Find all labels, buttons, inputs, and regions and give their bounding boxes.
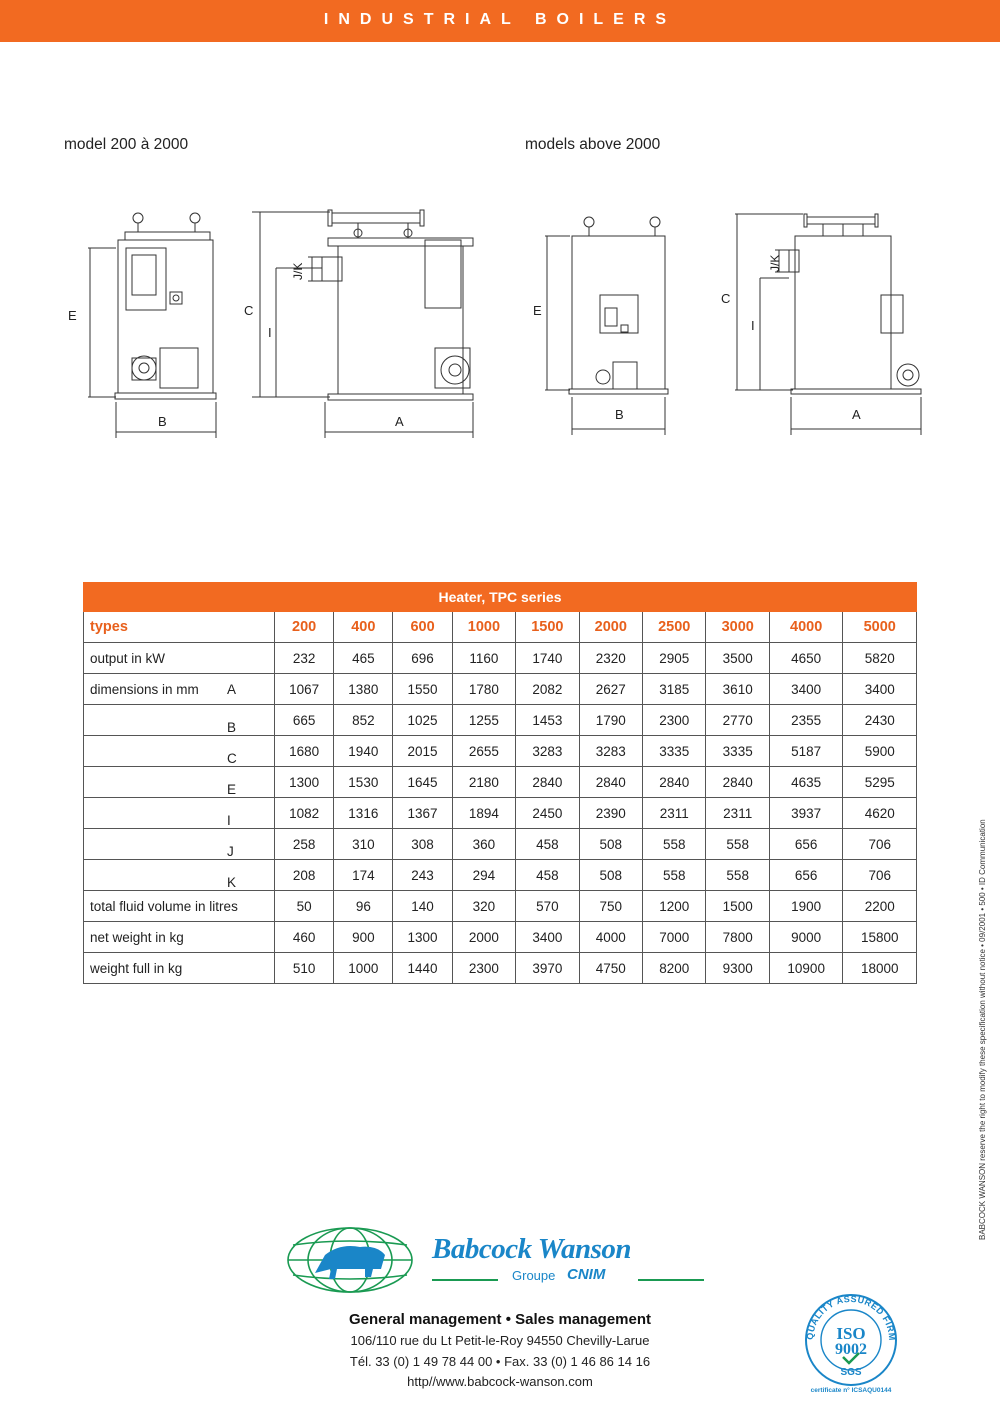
globe-lion-logo [285, 1225, 415, 1295]
table-cell: 2627 [579, 674, 642, 705]
table-cell: 294 [452, 860, 515, 891]
table-cell: 2000 [452, 922, 515, 953]
table-cell: 1550 [393, 674, 452, 705]
table-cell: 243 [393, 860, 452, 891]
table-body [84, 643, 917, 984]
row-label [84, 860, 275, 891]
table-cell: 3400 [516, 922, 579, 953]
table-cell: 656 [769, 829, 843, 860]
table-cell: 3283 [516, 736, 579, 767]
table-cell: 3610 [706, 674, 769, 705]
table-cell: 2840 [643, 767, 706, 798]
table-cell: 2770 [706, 705, 769, 736]
table-cell: 852 [334, 705, 393, 736]
table-cell: 320 [452, 891, 515, 922]
table-cell: 2840 [579, 767, 642, 798]
table-cell: 15800 [843, 922, 917, 953]
table-cell: 258 [275, 829, 334, 860]
dim-label-b: B [158, 414, 167, 429]
table-cell: 9000 [769, 922, 843, 953]
row-label-text: net weight in kg [90, 929, 184, 945]
table-row [84, 860, 917, 891]
row-label [84, 643, 275, 674]
table-cell: 558 [643, 860, 706, 891]
table-cell: 1300 [393, 922, 452, 953]
table-cell: 508 [579, 860, 642, 891]
seal-number: 9002 [835, 1341, 867, 1358]
table-row [84, 953, 917, 984]
row-label [84, 767, 275, 798]
table-cell: 1790 [579, 705, 642, 736]
table-cell: 3400 [843, 674, 917, 705]
table-cell: 7800 [706, 922, 769, 953]
table-cell: 2840 [516, 767, 579, 798]
brand-group: Groupe [512, 1268, 556, 1283]
type-header: 1000 [452, 612, 515, 643]
table-cell: 2311 [643, 798, 706, 829]
table-cell: 1067 [275, 674, 334, 705]
table-row [84, 674, 917, 705]
type-header: 600 [393, 612, 452, 643]
table-cell: 2082 [516, 674, 579, 705]
table-row [84, 798, 917, 829]
table-cell: 360 [452, 829, 515, 860]
table-cell: 1894 [452, 798, 515, 829]
page-title: INDUSTRIAL BOILERS [323, 11, 677, 28]
table-cell: 5295 [843, 767, 917, 798]
table-cell: 696 [393, 643, 452, 674]
table-cell: 2300 [452, 953, 515, 984]
types-label: types [84, 612, 275, 643]
drawing-left-side [240, 200, 490, 450]
row-label [84, 922, 275, 953]
drawing-right-front [525, 200, 675, 440]
table-cell: 1367 [393, 798, 452, 829]
table-cell: 1680 [275, 736, 334, 767]
seal-certificate: certificate n° ICSAQU0144 [810, 1387, 892, 1394]
table-cell: 1316 [334, 798, 393, 829]
row-label-text: weight full in kg [90, 960, 183, 976]
brand-name: Babcock Wanson [432, 1233, 631, 1265]
table-cell: 900 [334, 922, 393, 953]
table-cell: 7000 [643, 922, 706, 953]
table-cell: 458 [516, 829, 579, 860]
table-cell: 558 [706, 860, 769, 891]
type-header: 3000 [706, 612, 769, 643]
table-cell: 4620 [843, 798, 917, 829]
table-cell: 458 [516, 860, 579, 891]
row-label-text: output in kW [90, 650, 166, 666]
table-cell: 4750 [579, 953, 642, 984]
table-cell: 3500 [706, 643, 769, 674]
table-cell: 3937 [769, 798, 843, 829]
type-header: 2500 [643, 612, 706, 643]
table-cell: 656 [769, 860, 843, 891]
row-dimension-key: K [227, 875, 237, 890]
table-row [84, 891, 917, 922]
dim-label-e: E [68, 308, 77, 323]
table-cell: 706 [843, 829, 917, 860]
table-cell: 1780 [452, 674, 515, 705]
table-cell: 8200 [643, 953, 706, 984]
table-cell: 4000 [579, 922, 642, 953]
table-row [84, 767, 917, 798]
table-cell: 1300 [275, 767, 334, 798]
brand-rule-right [638, 1279, 704, 1281]
table-cell: 1530 [334, 767, 393, 798]
legal-side-note: BABCOCK WANSON reserve the right to modify these specification without notice • 09/2001 • 500 • ID Communication [978, 819, 987, 1240]
table-cell: 2015 [393, 736, 452, 767]
table-cell: 18000 [843, 953, 917, 984]
table-cell: 140 [393, 891, 452, 922]
row-label-text: dimensions in mm [90, 681, 199, 697]
table-cell: 4650 [769, 643, 843, 674]
brand-group-name: CNIM [567, 1266, 606, 1283]
table-cell: 5820 [843, 643, 917, 674]
row-label [84, 736, 275, 767]
type-header: 1500 [516, 612, 579, 643]
table-row [84, 736, 917, 767]
table-cell: 50 [275, 891, 334, 922]
table-cell: 2320 [579, 643, 642, 674]
table-cell: 460 [275, 922, 334, 953]
table-cell: 3185 [643, 674, 706, 705]
drawing-left-front [60, 200, 230, 450]
dim-label-e-right: E [533, 303, 542, 318]
table-row [84, 922, 917, 953]
footer-heading: General management • Sales management [348, 1311, 652, 1328]
table-cell: 232 [275, 643, 334, 674]
dim-label-i: I [268, 325, 272, 340]
table-cell: 2390 [579, 798, 642, 829]
table-cell: 3335 [643, 736, 706, 767]
table-cell: 1200 [643, 891, 706, 922]
table-row [84, 705, 917, 736]
drawing-right-side [715, 200, 935, 440]
table-cell: 2430 [843, 705, 917, 736]
iso-9002-seal [796, 1285, 906, 1395]
table-cell: 174 [334, 860, 393, 891]
specification-table [83, 582, 917, 984]
table-cell: 465 [334, 643, 393, 674]
table-title: Heater, TPC series [84, 583, 917, 612]
seal-standard: ISO [836, 1324, 866, 1343]
table-cell: 558 [643, 829, 706, 860]
table-cell: 1453 [516, 705, 579, 736]
table-cell: 3970 [516, 953, 579, 984]
table-cell: 1025 [393, 705, 452, 736]
dim-label-a: A [395, 414, 404, 429]
table-cell: 1255 [452, 705, 515, 736]
table-cell: 208 [275, 860, 334, 891]
row-dimension-key: B [227, 720, 237, 735]
table-cell: 510 [275, 953, 334, 984]
caption-left: model 200 à 2000 [64, 136, 189, 153]
row-label-text: total fluid volume in litres [90, 898, 238, 914]
table-cell: 10900 [769, 953, 843, 984]
dim-label-i-right: I [751, 318, 755, 333]
dim-label-b-right: B [615, 407, 624, 422]
table-cell: 706 [843, 860, 917, 891]
table-cell: 1160 [452, 643, 515, 674]
table-cell: 96 [334, 891, 393, 922]
table-cell: 310 [334, 829, 393, 860]
row-label [84, 953, 275, 984]
row-dimension-key: J [227, 844, 234, 859]
row-label [84, 705, 275, 736]
row-dimension-key: C [227, 751, 237, 766]
dim-label-jk: J/K [291, 262, 305, 280]
dim-label-a-right: A [852, 407, 861, 422]
dim-label-c: C [244, 303, 254, 318]
table-cell: 1645 [393, 767, 452, 798]
table-row [84, 829, 917, 860]
table-cell: 2200 [843, 891, 917, 922]
table-row [84, 643, 917, 674]
table-cell: 1500 [706, 891, 769, 922]
seal-body: SGS [840, 1367, 862, 1378]
row-label [84, 674, 275, 705]
table-cell: 1740 [516, 643, 579, 674]
table-cell: 1082 [275, 798, 334, 829]
row-dimension-key: A [227, 681, 237, 697]
table-cell: 3335 [706, 736, 769, 767]
dim-label-c-right: C [721, 291, 731, 306]
type-header: 2000 [579, 612, 642, 643]
type-header: 4000 [769, 612, 843, 643]
footer-website[interactable]: http//www.babcock-wanson.com [407, 1374, 593, 1389]
table-cell: 3400 [769, 674, 843, 705]
type-header: 200 [275, 612, 334, 643]
type-header: 400 [334, 612, 393, 643]
table-cell: 1900 [769, 891, 843, 922]
table-cell: 2311 [706, 798, 769, 829]
table-cell: 5187 [769, 736, 843, 767]
table-cell: 1000 [334, 953, 393, 984]
table-cell: 3283 [579, 736, 642, 767]
footer-address: 106/110 rue du Lt Petit-le-Roy 94550 Chevilly-Larue [350, 1333, 650, 1348]
table-cell: 2655 [452, 736, 515, 767]
dim-label-jk-right: J/K [768, 254, 782, 272]
table-cell: 9300 [706, 953, 769, 984]
table-cell: 558 [706, 829, 769, 860]
footer-phone: Tél. 33 (0) 1 49 78 44 00 • Fax. 33 (0) 1 46 86 14 16 [349, 1354, 651, 1369]
seal-ring-text: QUALITY ASSURED FIRM [804, 1293, 898, 1342]
table-cell: 2905 [643, 643, 706, 674]
table-cell: 5900 [843, 736, 917, 767]
row-dimension-key: I [227, 813, 231, 828]
row-label [84, 798, 275, 829]
table-cell: 1440 [393, 953, 452, 984]
row-label [84, 891, 275, 922]
table-cell: 2180 [452, 767, 515, 798]
table-cell: 1380 [334, 674, 393, 705]
caption-right: models above 2000 [525, 136, 661, 153]
table-cell: 1940 [334, 736, 393, 767]
table-cell: 2355 [769, 705, 843, 736]
type-header: 5000 [843, 612, 917, 643]
table-cell: 2450 [516, 798, 579, 829]
table-cell: 308 [393, 829, 452, 860]
brand-rule-left [432, 1279, 498, 1281]
row-dimension-key: E [227, 782, 237, 797]
table-cell: 508 [579, 829, 642, 860]
table-cell: 665 [275, 705, 334, 736]
table-cell: 2840 [706, 767, 769, 798]
table-cell: 570 [516, 891, 579, 922]
row-label [84, 829, 275, 860]
table-cell: 2300 [643, 705, 706, 736]
table-cell: 4635 [769, 767, 843, 798]
table-cell: 750 [579, 891, 642, 922]
